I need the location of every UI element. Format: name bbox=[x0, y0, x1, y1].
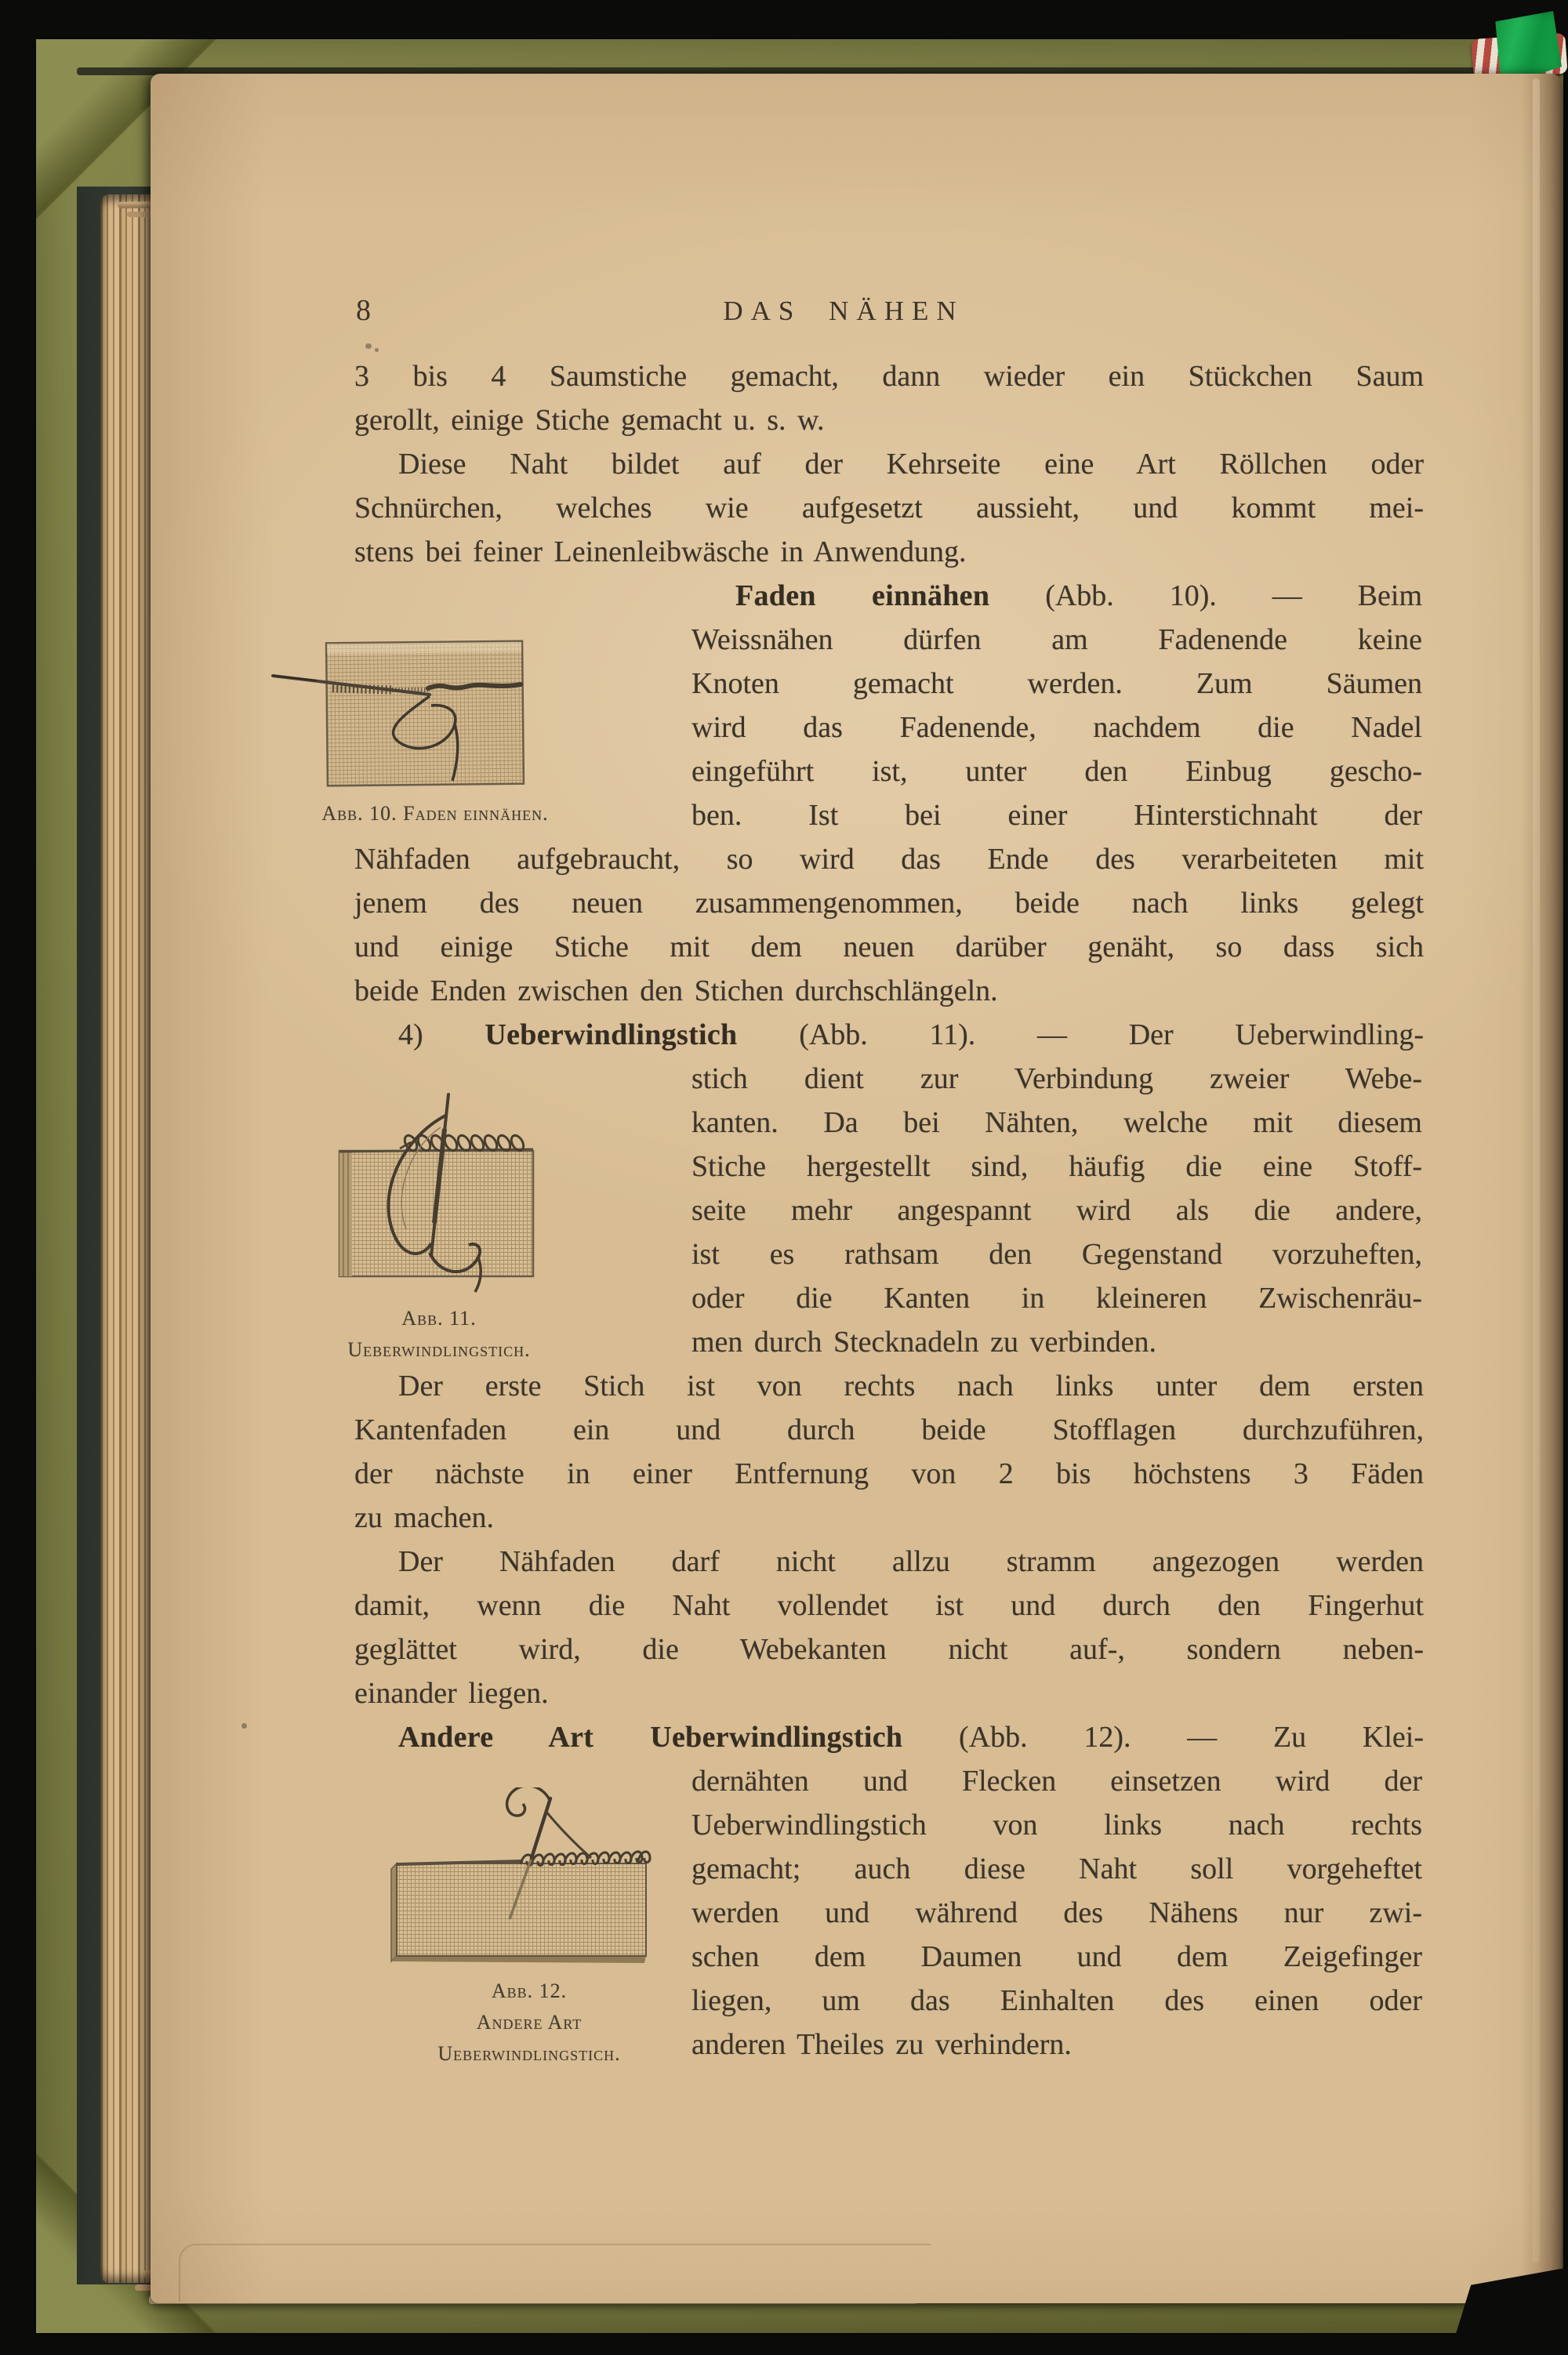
text-line: kanten. Da bei Nähten, welche mit diesem bbox=[691, 1106, 1422, 1139]
text-line: Andere Art Ueberwindlingstich (Abb. 12). — Zu Klei- bbox=[398, 1721, 1424, 1754]
paragraph-2 bbox=[354, 442, 1424, 574]
text-line: men durch Stecknadeln zu verbinden. bbox=[691, 1326, 1156, 1359]
paragraph-8 bbox=[354, 1540, 1424, 1715]
text-line: seite mehr angespannt wird als die andere, bbox=[691, 1194, 1422, 1227]
text-line: dernähten und Flecken einsetzen wird der bbox=[691, 1765, 1422, 1798]
text-line: 3 bis 4 Saumstiche gemacht, dann wieder ein Stückchen Saum bbox=[354, 360, 1424, 393]
figure-abb-10-caption bbox=[302, 798, 568, 829]
figure-abb-10-faden-einnaehen bbox=[267, 638, 527, 792]
text-line: Knoten gemacht werden. Zum Säumen bbox=[691, 667, 1422, 700]
text-line: damit, wenn die Naht vollendet ist und durch den Fingerhut bbox=[354, 1589, 1424, 1622]
text-line: jenem des neuen zusammengenommen, beide nach links gelegt bbox=[354, 887, 1424, 920]
ink-speck bbox=[365, 343, 372, 349]
text-line: Faden einnähen (Abb. 10). — Beim bbox=[735, 579, 1422, 612]
figure-abb-12-caption bbox=[365, 1976, 694, 2070]
page-right-curl-highlight bbox=[1533, 78, 1540, 2263]
text-line: werden und während des Nähens nur zwi- bbox=[691, 1896, 1422, 1929]
text-line: Stiche hergestellt sind, häufig die eine Stoff- bbox=[691, 1150, 1422, 1183]
paragraph-9-heading bbox=[354, 1715, 1424, 1759]
text-line: der nächste in einer Entfernung von 2 bis höchstens 3 Fäden bbox=[354, 1457, 1424, 1490]
text-line: beide Enden zwischen den Stichen durchschlängeln. bbox=[354, 974, 998, 1007]
text-line: Ueberwindlingstich von links nach rechts bbox=[691, 1809, 1422, 1842]
page-number: 8 bbox=[356, 294, 371, 327]
text-line: oder die Kanten in kleineren Zwischenräu- bbox=[691, 1282, 1422, 1315]
paragraph-4 bbox=[354, 837, 1424, 1013]
figure-caption-line: Abb. 12. bbox=[491, 1979, 568, 2002]
text-line: Nähfaden aufgebraucht, so wird das Ende des verarbeiteten mit bbox=[354, 843, 1424, 876]
figure-caption-line: Ueberwindlingstich. bbox=[437, 2042, 621, 2065]
text-line: schen dem Daumen und dem Zeigefinger bbox=[691, 1940, 1422, 1973]
text-line: Der Nähfaden darf nicht allzu stramm angezogen werden bbox=[398, 1545, 1424, 1578]
figure-caption-line: Abb. 11. bbox=[401, 1307, 477, 1330]
paragraph-7 bbox=[354, 1364, 1424, 1540]
paragraph-5-heading bbox=[354, 1013, 1424, 1057]
text-line: eingeführt ist, unter den Einbug gescho- bbox=[691, 755, 1422, 788]
text-line: ist es rathsam den Gegenstand vorzuheften, bbox=[691, 1238, 1422, 1271]
text-line: ben. Ist bei einer Hinterstichnaht der bbox=[691, 799, 1422, 832]
page-header-row bbox=[354, 292, 1424, 336]
running-header: DAS NÄHEN bbox=[723, 296, 964, 326]
text-line: Diese Naht bildet auf der Kehrseite eine Art Röllchen oder bbox=[398, 448, 1424, 481]
text-line: gemacht; auch diese Naht soll vorgeheftet bbox=[691, 1852, 1422, 1885]
text-line: einander liegen. bbox=[354, 1677, 549, 1710]
text-line: stens bei feiner Leinenleibwäsche in Anwendung. bbox=[354, 535, 967, 568]
figure-abb-11-ueberwindlingstich bbox=[329, 1090, 543, 1300]
text-line: anderen Theiles zu verhindern. bbox=[691, 2028, 1072, 2061]
figure-abb-11-caption bbox=[314, 1303, 564, 1366]
text-line: geglättet wird, die Webekanten nicht auf-, sondern neben- bbox=[354, 1633, 1424, 1666]
text-line: Der erste Stich ist von rechts nach links unter dem ersten bbox=[398, 1370, 1424, 1402]
paragraph-10-beside-fig12 bbox=[691, 1759, 1422, 2067]
text-line: zu machen. bbox=[354, 1501, 495, 1534]
ink-speck bbox=[241, 1723, 247, 1729]
text-line: liegen, um das Einhalten des einen oder bbox=[691, 1984, 1422, 2017]
text-line: 4) Ueberwindlingstich (Abb. 11). — Der Ueberwindling- bbox=[398, 1018, 1425, 1051]
text-line: Weissnähen dürfen am Fadenende keine bbox=[691, 623, 1422, 656]
text-line: Schnürchen, welches wie aufgesetzt aussieht, und kommt mei- bbox=[354, 492, 1424, 524]
paragraph-3-beside-fig10 bbox=[691, 574, 1422, 837]
figure-caption-line: Ueberwindlingstich. bbox=[347, 1338, 531, 1361]
page-right-curl-shadow bbox=[1521, 74, 1562, 2303]
text-line: wird das Fadenende, nachdem die Nadel bbox=[691, 711, 1422, 744]
page-edge-stack bbox=[100, 194, 152, 2283]
text-line: Kantenfaden ein und durch beide Stofflagen durchzuführen, bbox=[354, 1413, 1424, 1446]
text-line: stich dient zur Verbindung zweier Webe- bbox=[691, 1062, 1422, 1095]
paragraph-1 bbox=[354, 354, 1424, 442]
figure-caption-line: Abb. 10. Faden einnähen. bbox=[321, 802, 549, 825]
paragraph-6-beside-fig11 bbox=[691, 1057, 1422, 1364]
text-line: und einige Stiche mit dem neuen darüber genäht, so dass sich bbox=[354, 931, 1424, 963]
text-line: gerollt, einige Stiche gemacht u. s. w. bbox=[354, 404, 825, 437]
figure-abb-12-andere-art-ueberwindlingstich bbox=[386, 1787, 656, 1968]
embossed-plate-mark bbox=[179, 2244, 931, 2302]
ink-speck bbox=[375, 348, 379, 352]
figure-caption-line: Andere Art bbox=[476, 2011, 583, 2034]
